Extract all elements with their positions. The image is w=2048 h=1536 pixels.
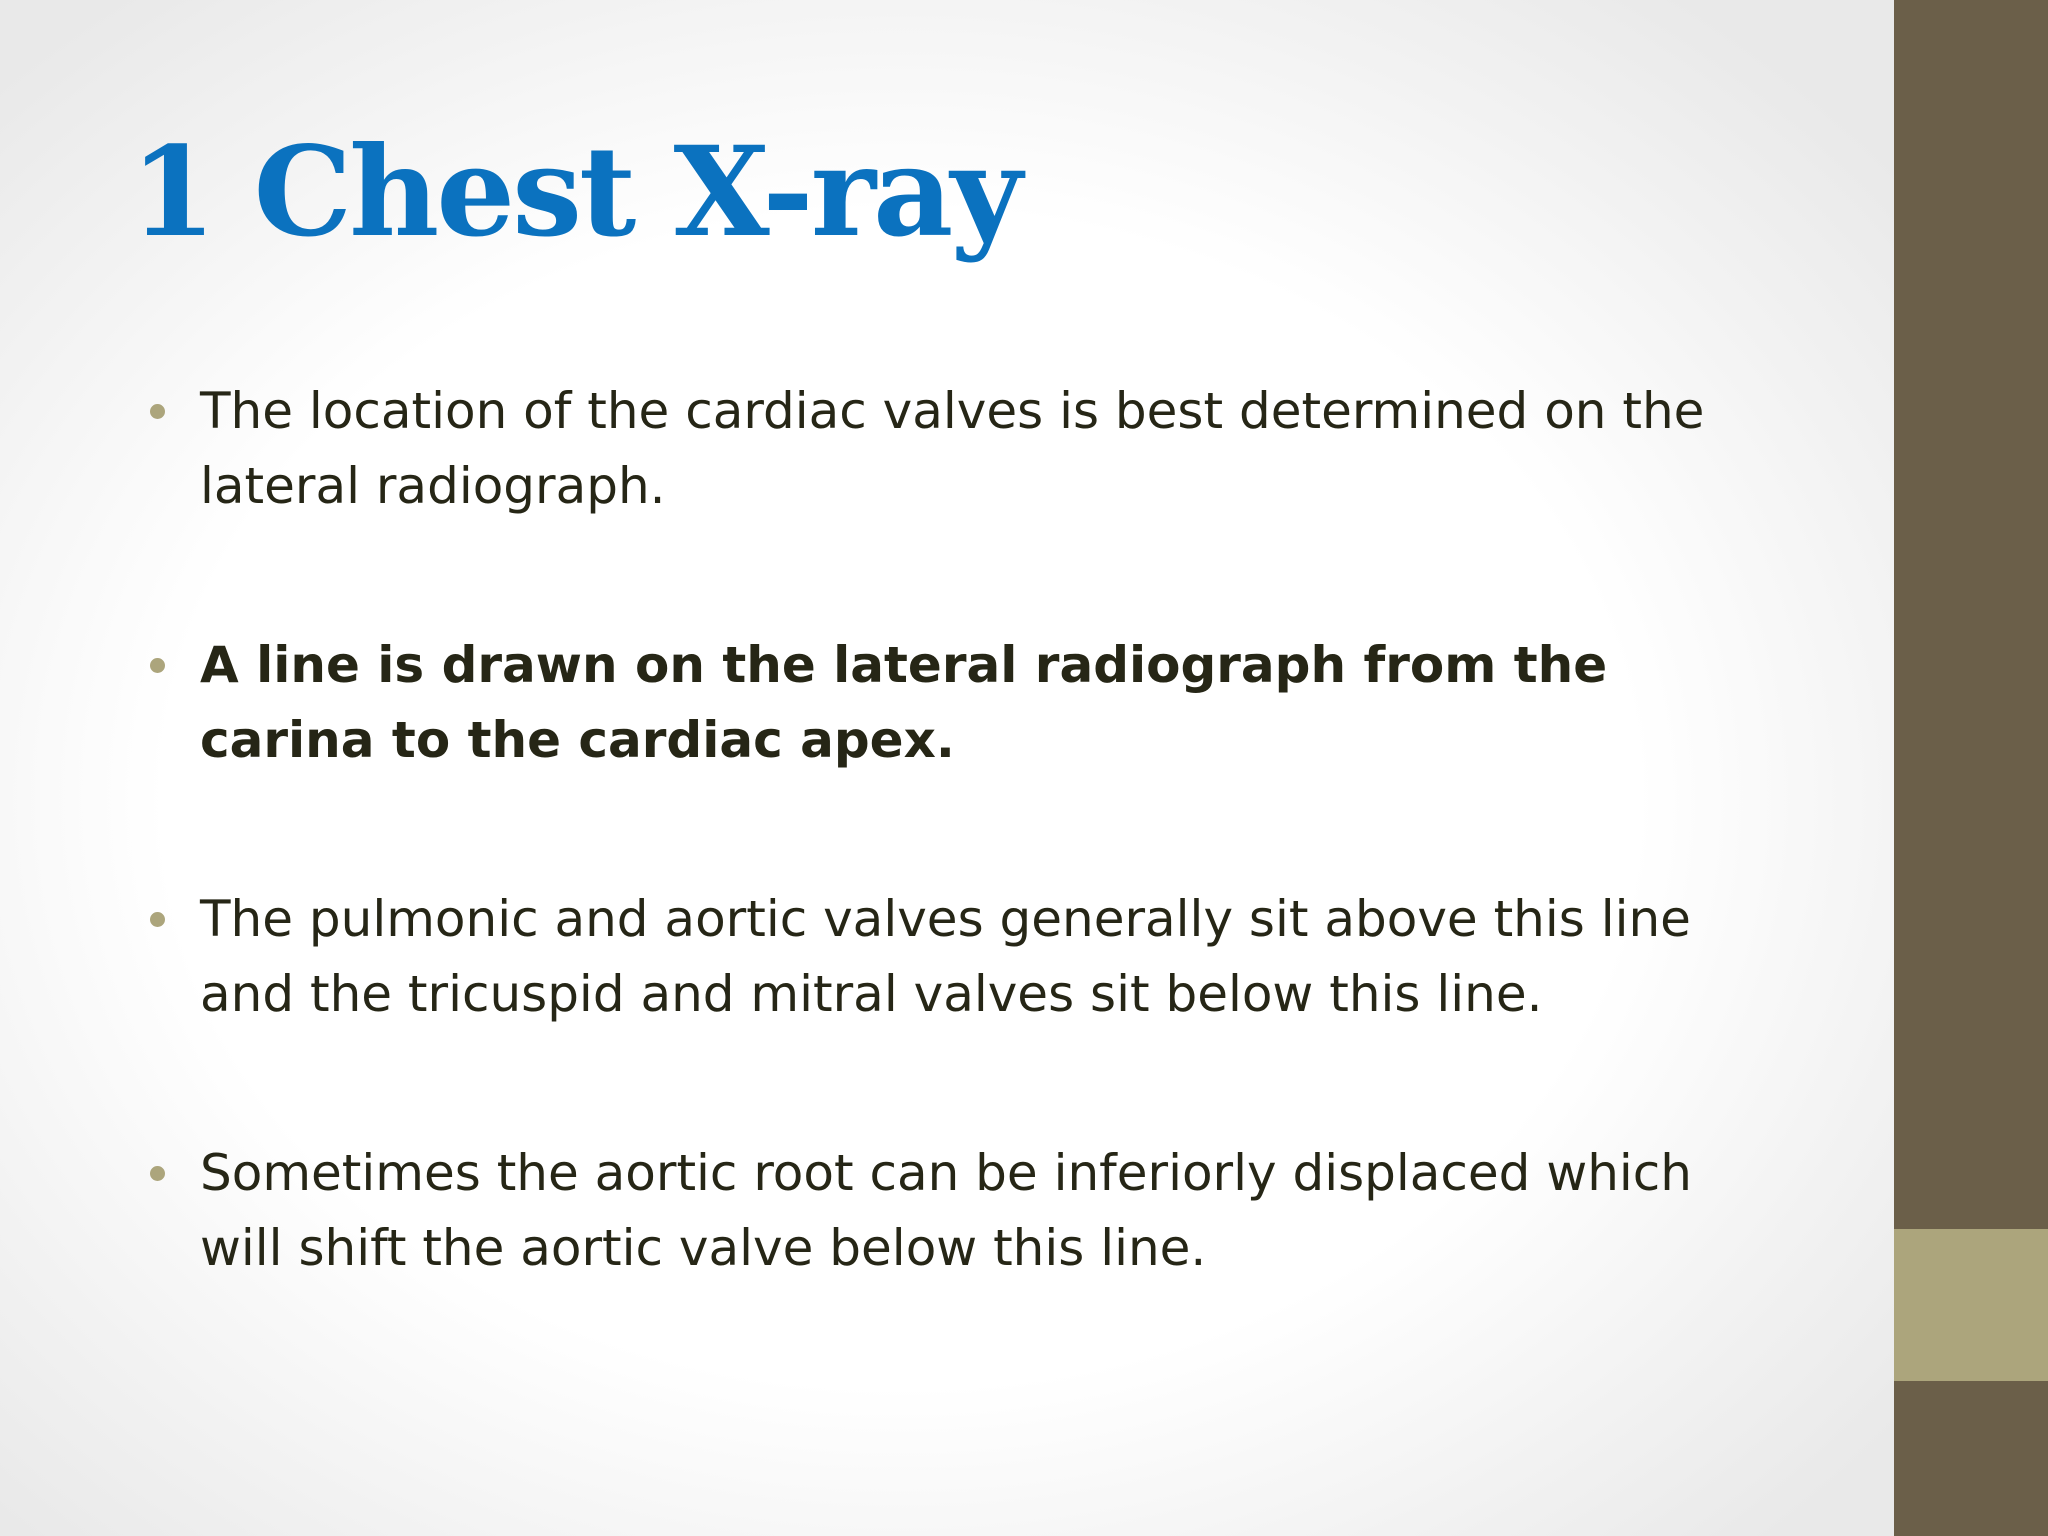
bullet-dot-icon [150,658,165,673]
side-accent-block [1894,1229,2048,1381]
bullet-text: The pulmonic and aortic valves generally sit above this line and the tricuspid and mitral valves sit below this line. [200,890,1691,1023]
bullet-list [146,374,1776,1390]
bullet-item [146,1136,1776,1286]
bullet-item [146,628,1776,778]
bullet-text: Sometimes the aortic root can be inferiorly displaced which will shift the aortic valve below this line. [200,1144,1692,1277]
bullet-text: A line is drawn on the lateral radiograph from the carina to the cardiac apex. [200,636,1608,769]
bullet-item [146,374,1776,524]
bullet-item [146,882,1776,1032]
bullet-dot-icon [150,912,165,927]
bullet-dot-icon [150,1166,165,1181]
bullet-dot-icon [150,404,165,419]
slide-title: 1 Chest X-ray [130,120,1020,265]
bullet-text: The location of the cardiac valves is best determined on the lateral radiograph. [200,382,1705,515]
